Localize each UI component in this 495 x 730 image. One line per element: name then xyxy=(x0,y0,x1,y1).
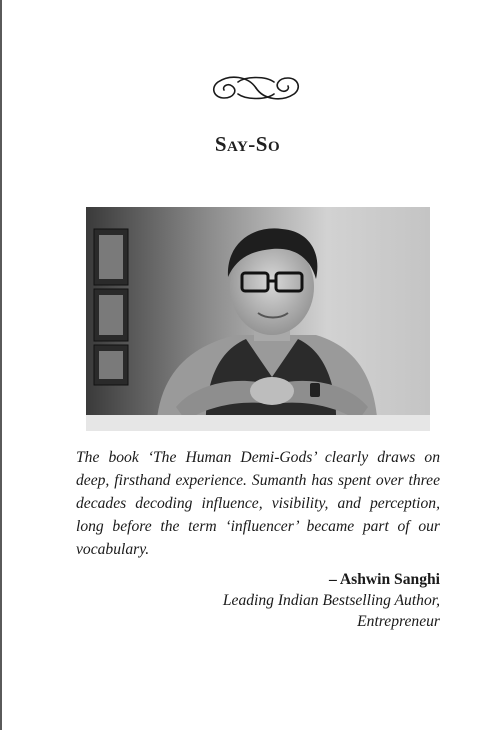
testimonial-quote: The book ‘The Human Demi-Gods’ clearly draws on deep, firsthand experience. Sumanth has spent over three decades decoding influence, visibility, and perception, long before the term ‘influencer’ became part of our vocabulary. xyxy=(76,449,440,558)
author-role-line-2: Entrepreneur xyxy=(357,613,440,630)
quote-attribution xyxy=(223,569,440,632)
author-name: – Ashwin Sanghi xyxy=(329,571,440,588)
page-title: Say-So xyxy=(214,132,281,156)
author-role-line-1: Leading Indian Bestselling Author, xyxy=(222,592,440,609)
flourish-ornament-icon xyxy=(208,70,304,106)
author-portrait-photo xyxy=(86,207,430,431)
page-edge-line xyxy=(0,0,2,730)
